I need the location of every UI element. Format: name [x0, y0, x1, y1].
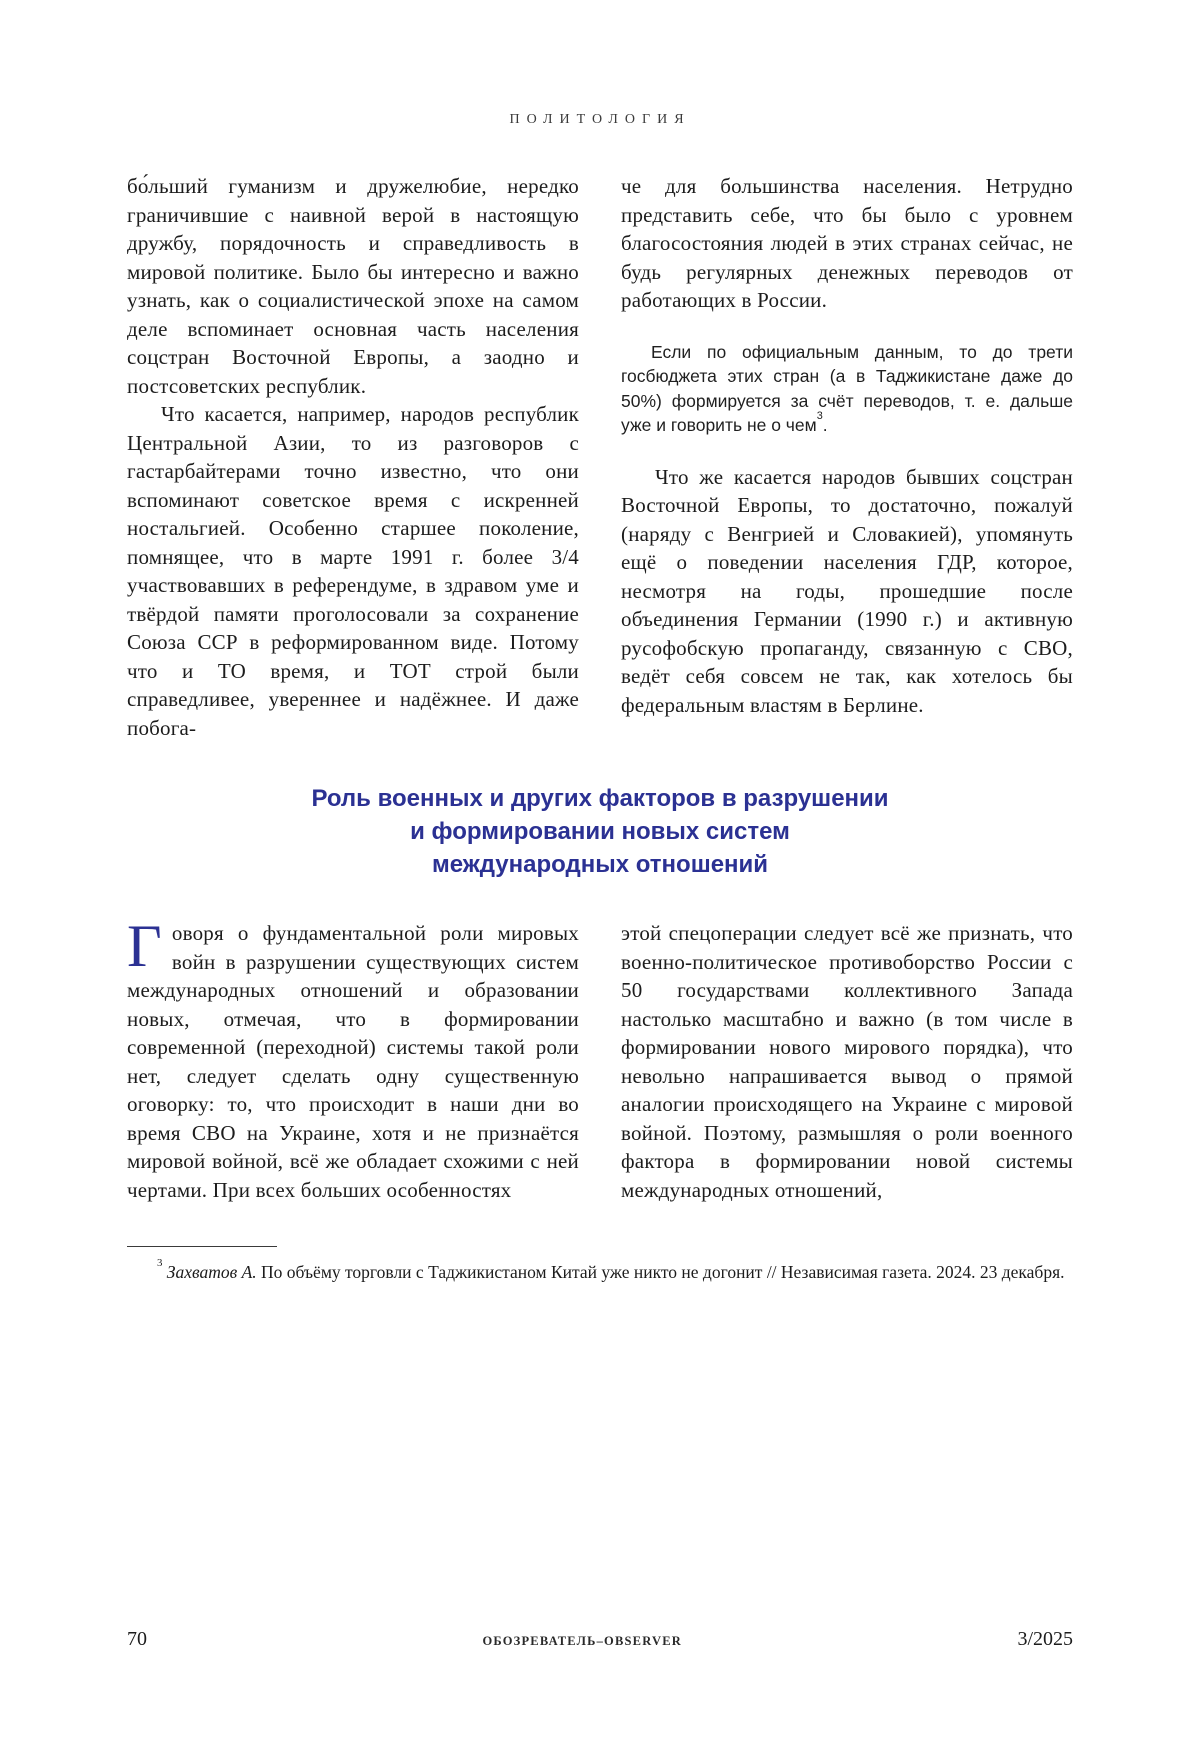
text-columns-top: [127, 172, 1073, 742]
footnote-text: По объёму торговли с Таджикистаном Китай уже никто не догонит // Независимая газета. 2024. 23 декабря.: [256, 1262, 1065, 1282]
heading-line: Роль военных и других факторов в разрушении: [311, 785, 889, 812]
footnote-marker: 3: [157, 1256, 163, 1269]
left-column-bottom: [127, 913, 579, 1204]
journal-title: ОБОЗРЕВАТЕЛЬ–OBSERVER: [482, 1634, 682, 1648]
footnote-reference: 3: [816, 409, 823, 422]
paragraph: Что же касается народов бывших соцстран Восточной Европы, то достаточно, пожалуй (наряду с Венгрией и Словакией), упомянуть ещё о поведении населения ГДР, которое, несмотря на годы, прошедшие после объединения Германии (1990 г.) и активную русофобскую пропаганду, связанную с СВО, ведёт себя совсем не так, как хотелось бы федеральным властям в Берлине.: [621, 464, 1073, 717]
paragraph: этой спецоперации следует всё же признать, что военно-политическое противоборство России с 50 государствами коллективного Запада настолько масштабно и важно (в том числе в формировании нового мирового порядка), что невольно напрашивается вывод о прямой аналогии происходящего на Украине с мировой войной. Поэтому, размышляя о роли военного фактора в формировании новой системы международных отношений,: [621, 921, 1073, 1202]
page-footer: [127, 1628, 1073, 1651]
left-column-top: [127, 172, 579, 742]
text-columns-bottom: [127, 913, 1073, 1204]
paragraph: че для большинства населения. Нетрудно представить себе, что бы было с уровнем благосостояния людей в этих странах сейчас, не будь регулярных денежных переводов от работающих в России.: [621, 174, 1073, 312]
running-head: ПОЛИТОЛОГИЯ: [509, 112, 691, 127]
paragraph: бо́льший гуманизм и дружелюбие, нередко граничившие с наивной верой в настоящую дружбу, порядочность и справедливость в мировой политике. Было бы интересно и важно узнать, как о социалистической эпохе на самом деле вспоминает основная часть населения соцстран Восточной Европы, а заодно и постсоветских республик.: [127, 174, 579, 398]
footnote-author: Захватов А.: [166, 1262, 257, 1282]
paragraph-with-dropcap: [127, 913, 579, 1204]
right-column-bottom: [621, 919, 1073, 1204]
right-column-top: [621, 172, 1073, 742]
footnote: [127, 1256, 1073, 1285]
footnote-block: [127, 1246, 1073, 1285]
page-number: 70: [127, 1628, 147, 1650]
section-heading: [127, 782, 1073, 881]
issue-number: 3/2025: [1017, 1628, 1073, 1650]
inset-note: [621, 340, 1073, 438]
paragraph: Что касается, например, народов республик Центральной Азии, то из разговоров с гастарбайтерами точно известно, что они вспоминают советское время с искренней ностальгией. Особенно старшее поколение, помнящее, что в марте 1991 г. более 3/4 участвовавших в референдуме, в здравом уме и твёрдой памяти проголосовали за сохранение Союза ССР в реформированном виде. Потому что и ТО время, и ТОТ строй были справедливее, увереннее и надёжнее. И даже побога-: [127, 402, 579, 740]
drop-cap: Г: [127, 913, 162, 979]
inset-note-text: Если по официальным данным, то до трети госбюджета этих стран (а в Таджикистане даже до 50%) формируется за счёт переводов, т. е. дальше уже и говорить не о чем: [621, 341, 1073, 435]
heading-line: международных отношений: [431, 851, 769, 878]
heading-line: и формировании новых систем: [410, 818, 790, 845]
inset-note-period: .: [822, 415, 828, 435]
footnote-rule: [127, 1246, 277, 1247]
paragraph-text: оворя о фундаментальной роли мировых войн в разрушении существующих систем международных отношений и образовании новых, отмечая, что в формировании современной (переходной) системы такой роли нет, следует сделать одну существенную оговорку: то, что происходит в наши дни во время СВО на Украине, хотя и не признаётся мировой войной, всё же обладает схожими с ней чертами. При всех больших особенностях: [127, 921, 579, 1202]
